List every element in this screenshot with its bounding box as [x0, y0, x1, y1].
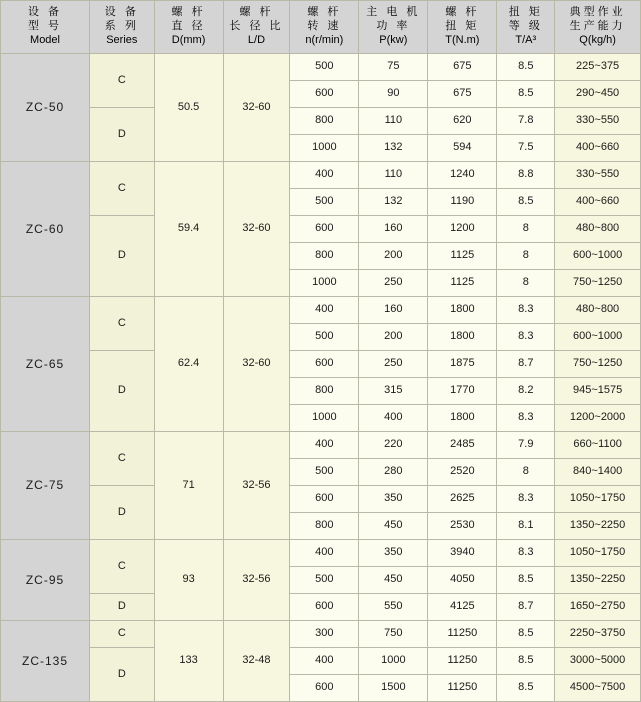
cell-screw-speed: 600 — [290, 486, 359, 513]
header-model — [1, 1, 90, 54]
cell-motor-power: 110 — [359, 108, 428, 135]
cell-screw-ld: 32-60 — [223, 54, 290, 162]
header-torque-grade-en: T/A³ — [515, 33, 537, 46]
cell-screw-speed: 1000 — [290, 270, 359, 297]
cell-screw-torque: 11250 — [428, 621, 497, 648]
cell-series: D — [90, 594, 155, 621]
cell-motor-power: 160 — [359, 297, 428, 324]
header-capacity-en: Q(kg/h) — [579, 33, 616, 46]
header-screw-diameter-en: D(mm) — [171, 33, 206, 46]
cell-motor-power: 350 — [359, 540, 428, 567]
cell-screw-torque: 594 — [428, 135, 497, 162]
cell-screw-ld: 32-56 — [223, 540, 290, 621]
cell-capacity: 3000~5000 — [555, 648, 641, 675]
cell-series: C — [90, 432, 155, 486]
cell-series: D — [90, 108, 155, 162]
cell-capacity: 1050~1750 — [555, 486, 641, 513]
cell-screw-speed: 300 — [290, 621, 359, 648]
header-torque-grade-cn-0: 扭 矩 — [508, 6, 543, 19]
cell-screw-diameter: 50.5 — [154, 54, 223, 162]
cell-screw-speed: 400 — [290, 540, 359, 567]
cell-screw-speed: 800 — [290, 513, 359, 540]
table-row — [1, 216, 641, 243]
cell-screw-torque: 3940 — [428, 540, 497, 567]
cell-capacity: 480~800 — [555, 216, 641, 243]
cell-motor-power: 280 — [359, 459, 428, 486]
cell-motor-power: 132 — [359, 189, 428, 216]
cell-torque-grade: 8.5 — [497, 675, 555, 702]
header-screw-speed-en: n(r/min) — [305, 33, 344, 46]
cell-torque-grade: 8 — [497, 243, 555, 270]
cell-screw-speed: 500 — [290, 567, 359, 594]
cell-screw-speed: 600 — [290, 351, 359, 378]
cell-motor-power: 75 — [359, 54, 428, 81]
cell-model: ZC-135 — [1, 621, 90, 702]
cell-capacity: 750~1250 — [555, 270, 641, 297]
cell-torque-grade: 8.5 — [497, 567, 555, 594]
cell-motor-power: 220 — [359, 432, 428, 459]
header-series — [90, 1, 155, 54]
cell-screw-speed: 600 — [290, 594, 359, 621]
cell-screw-diameter: 133 — [154, 621, 223, 702]
cell-screw-diameter: 71 — [154, 432, 223, 540]
cell-torque-grade: 8.8 — [497, 162, 555, 189]
cell-motor-power: 132 — [359, 135, 428, 162]
cell-capacity: 480~800 — [555, 297, 641, 324]
cell-motor-power: 550 — [359, 594, 428, 621]
cell-capacity: 600~1000 — [555, 324, 641, 351]
cell-screw-speed: 400 — [290, 297, 359, 324]
cell-capacity: 400~660 — [555, 189, 641, 216]
cell-torque-grade: 7.5 — [497, 135, 555, 162]
cell-screw-diameter: 59.4 — [154, 162, 223, 297]
cell-torque-grade: 8 — [497, 459, 555, 486]
cell-torque-grade: 7.8 — [497, 108, 555, 135]
cell-screw-torque: 1125 — [428, 243, 497, 270]
cell-model: ZC-75 — [1, 432, 90, 540]
header-series-cn-1: 系 列 — [104, 20, 139, 33]
cell-motor-power: 400 — [359, 405, 428, 432]
cell-motor-power: 450 — [359, 567, 428, 594]
header-series-en: Series — [106, 33, 138, 46]
header-screw-ld-cn-0: 螺 杆 — [239, 6, 274, 19]
cell-torque-grade: 8.7 — [497, 351, 555, 378]
cell-screw-torque: 675 — [428, 81, 497, 108]
cell-screw-speed: 800 — [290, 108, 359, 135]
cell-screw-torque: 4125 — [428, 594, 497, 621]
cell-screw-speed: 600 — [290, 81, 359, 108]
cell-screw-torque: 1800 — [428, 405, 497, 432]
cell-screw-speed: 1000 — [290, 405, 359, 432]
cell-screw-torque: 2530 — [428, 513, 497, 540]
cell-torque-grade: 8 — [497, 216, 555, 243]
cell-capacity: 400~660 — [555, 135, 641, 162]
cell-screw-speed: 600 — [290, 675, 359, 702]
cell-torque-grade: 8.3 — [497, 324, 555, 351]
cell-motor-power: 200 — [359, 243, 428, 270]
cell-capacity: 330~550 — [555, 162, 641, 189]
cell-series: C — [90, 540, 155, 594]
cell-motor-power: 315 — [359, 378, 428, 405]
cell-motor-power: 1500 — [359, 675, 428, 702]
cell-screw-speed: 500 — [290, 54, 359, 81]
header-screw-ld-cn-1: 长 径 比 — [229, 20, 284, 33]
cell-screw-torque: 1800 — [428, 324, 497, 351]
cell-screw-speed: 500 — [290, 459, 359, 486]
header-screw-ld — [223, 1, 290, 54]
cell-screw-torque: 1875 — [428, 351, 497, 378]
header-screw-torque-cn-1: 扭 矩 — [445, 20, 480, 33]
cell-screw-speed: 800 — [290, 378, 359, 405]
cell-screw-torque: 1800 — [428, 297, 497, 324]
cell-motor-power: 160 — [359, 216, 428, 243]
cell-screw-ld: 32-48 — [223, 621, 290, 702]
cell-screw-torque: 11250 — [428, 648, 497, 675]
cell-series: D — [90, 486, 155, 540]
table-row — [1, 648, 641, 675]
header-motor-power-en: P(kw) — [379, 33, 408, 46]
table-row — [1, 162, 641, 189]
header-screw-torque-cn-0: 螺 杆 — [445, 6, 480, 19]
cell-screw-speed: 1000 — [290, 135, 359, 162]
table-row — [1, 54, 641, 81]
cell-motor-power: 90 — [359, 81, 428, 108]
header-screw-speed-cn-0: 螺 杆 — [307, 6, 342, 19]
header-screw-torque-en: T(N.m) — [445, 33, 480, 46]
header-motor-power-cn-0: 主 电 机 — [366, 6, 421, 19]
cell-screw-torque: 1125 — [428, 270, 497, 297]
cell-motor-power: 1000 — [359, 648, 428, 675]
cell-screw-torque: 2625 — [428, 486, 497, 513]
table-header — [1, 1, 641, 54]
cell-torque-grade: 8 — [497, 270, 555, 297]
cell-series: D — [90, 648, 155, 702]
cell-torque-grade: 7.9 — [497, 432, 555, 459]
cell-series: C — [90, 621, 155, 648]
cell-capacity: 660~1100 — [555, 432, 641, 459]
cell-screw-torque: 1200 — [428, 216, 497, 243]
table-body — [1, 54, 641, 702]
cell-series: C — [90, 297, 155, 351]
cell-torque-grade: 8.5 — [497, 189, 555, 216]
cell-screw-torque: 620 — [428, 108, 497, 135]
header-screw-diameter — [154, 1, 223, 54]
cell-torque-grade: 8.5 — [497, 648, 555, 675]
header-series-cn-0: 设 备 — [104, 6, 139, 19]
table-row — [1, 486, 641, 513]
cell-capacity: 4500~7500 — [555, 675, 641, 702]
cell-torque-grade: 8.5 — [497, 621, 555, 648]
cell-capacity: 1350~2250 — [555, 513, 641, 540]
cell-motor-power: 250 — [359, 351, 428, 378]
cell-capacity: 2250~3750 — [555, 621, 641, 648]
header-torque-grade-cn-1: 等 级 — [508, 20, 543, 33]
cell-screw-torque: 4050 — [428, 567, 497, 594]
header-row — [1, 1, 641, 54]
cell-screw-diameter: 93 — [154, 540, 223, 621]
header-screw-ld-en: L/D — [247, 33, 266, 46]
header-capacity — [555, 1, 641, 54]
cell-capacity: 840~1400 — [555, 459, 641, 486]
cell-motor-power: 250 — [359, 270, 428, 297]
cell-torque-grade: 8.5 — [497, 54, 555, 81]
table-row — [1, 432, 641, 459]
header-screw-torque — [428, 1, 497, 54]
cell-torque-grade: 8.3 — [497, 486, 555, 513]
header-model-en: Model — [30, 33, 60, 46]
cell-screw-speed: 500 — [290, 324, 359, 351]
table-row — [1, 351, 641, 378]
header-model-cn-1: 型 号 — [27, 20, 63, 33]
header-model-cn-0: 设 备 — [27, 6, 63, 19]
cell-capacity: 1350~2250 — [555, 567, 641, 594]
cell-torque-grade: 8.3 — [497, 540, 555, 567]
header-motor-power — [359, 1, 428, 54]
cell-screw-diameter: 62.4 — [154, 297, 223, 432]
cell-screw-torque: 11250 — [428, 675, 497, 702]
header-screw-diameter-cn-1: 直 径 — [171, 20, 206, 33]
cell-screw-torque: 1190 — [428, 189, 497, 216]
header-screw-diameter-cn-0: 螺 杆 — [171, 6, 206, 19]
table-row — [1, 540, 641, 567]
cell-screw-ld: 32-56 — [223, 432, 290, 540]
header-capacity-cn-1: 生产能力 — [569, 20, 626, 33]
cell-motor-power: 750 — [359, 621, 428, 648]
cell-torque-grade: 8.5 — [497, 81, 555, 108]
cell-series: D — [90, 216, 155, 297]
cell-torque-grade: 8.1 — [497, 513, 555, 540]
cell-screw-torque: 1770 — [428, 378, 497, 405]
cell-capacity: 1650~2750 — [555, 594, 641, 621]
table-row — [1, 621, 641, 648]
cell-screw-ld: 32-60 — [223, 297, 290, 432]
cell-motor-power: 110 — [359, 162, 428, 189]
table-row — [1, 108, 641, 135]
cell-capacity: 945~1575 — [555, 378, 641, 405]
header-capacity-cn-0: 典型作业 — [569, 6, 626, 19]
cell-screw-speed: 400 — [290, 648, 359, 675]
cell-series: C — [90, 162, 155, 216]
cell-torque-grade: 8.3 — [497, 405, 555, 432]
cell-motor-power: 200 — [359, 324, 428, 351]
cell-screw-torque: 1240 — [428, 162, 497, 189]
cell-torque-grade: 8.7 — [497, 594, 555, 621]
table-row — [1, 297, 641, 324]
cell-capacity: 600~1000 — [555, 243, 641, 270]
header-screw-speed-cn-1: 转 速 — [307, 20, 342, 33]
cell-screw-torque: 675 — [428, 54, 497, 81]
cell-screw-speed: 500 — [290, 189, 359, 216]
cell-capacity: 330~550 — [555, 108, 641, 135]
header-screw-speed — [290, 1, 359, 54]
cell-screw-torque: 2485 — [428, 432, 497, 459]
cell-series: D — [90, 351, 155, 432]
cell-model: ZC-50 — [1, 54, 90, 162]
cell-model: ZC-95 — [1, 540, 90, 621]
cell-model: ZC-65 — [1, 297, 90, 432]
cell-capacity: 225~375 — [555, 54, 641, 81]
cell-torque-grade: 8.2 — [497, 378, 555, 405]
cell-capacity: 290~450 — [555, 81, 641, 108]
cell-capacity: 1200~2000 — [555, 405, 641, 432]
cell-capacity: 750~1250 — [555, 351, 641, 378]
cell-series: C — [90, 54, 155, 108]
cell-motor-power: 350 — [359, 486, 428, 513]
cell-model: ZC-60 — [1, 162, 90, 297]
cell-motor-power: 450 — [359, 513, 428, 540]
header-motor-power-cn-1: 功 率 — [376, 20, 411, 33]
cell-screw-speed: 400 — [290, 162, 359, 189]
cell-screw-ld: 32-60 — [223, 162, 290, 297]
cell-screw-speed: 400 — [290, 432, 359, 459]
cell-screw-speed: 800 — [290, 243, 359, 270]
cell-capacity: 1050~1750 — [555, 540, 641, 567]
cell-screw-torque: 2520 — [428, 459, 497, 486]
cell-screw-speed: 600 — [290, 216, 359, 243]
cell-torque-grade: 8.3 — [497, 297, 555, 324]
header-torque-grade — [497, 1, 555, 54]
table-row — [1, 594, 641, 621]
